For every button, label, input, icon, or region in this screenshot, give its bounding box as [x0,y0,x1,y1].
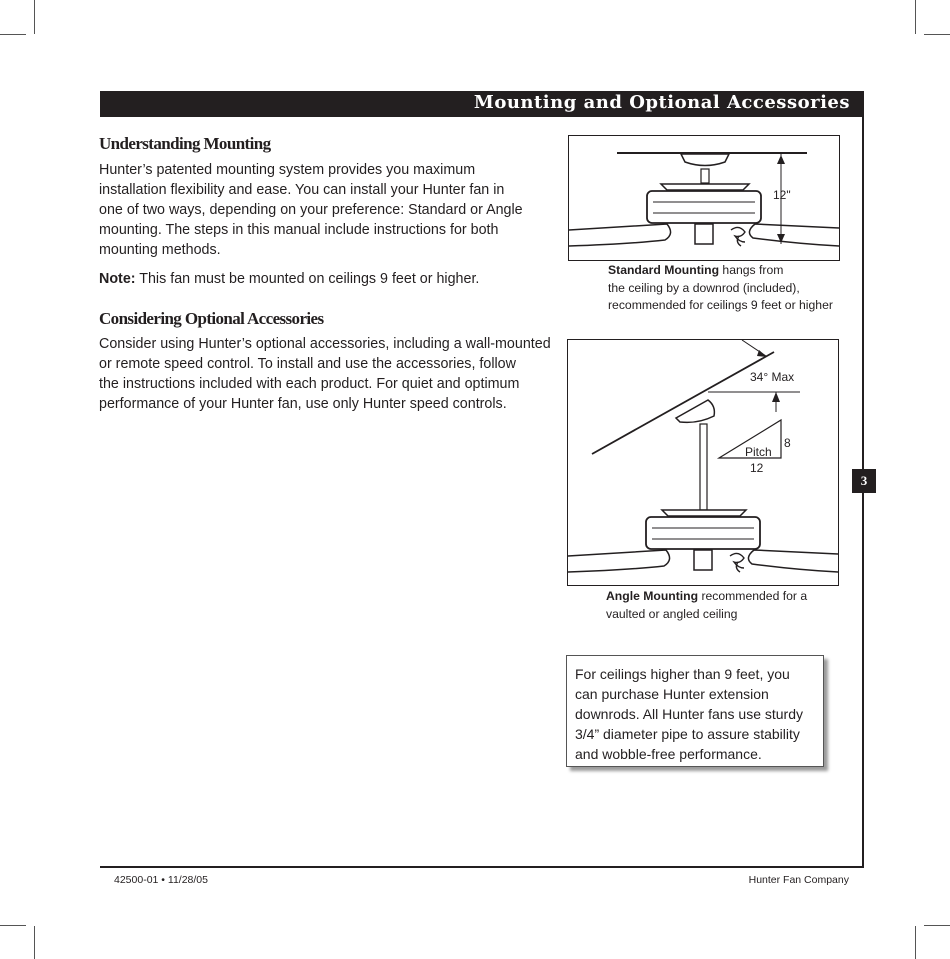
crop-mark [915,0,916,34]
footer-rule [100,866,864,868]
crop-mark [924,34,950,35]
caption-line-text: recommended for a [698,589,808,603]
text-line: performance of your Hunter fan, use only Hunter speed controls. [99,396,507,412]
callout-line: downrods. All Hunter fans use sturdy [575,706,804,722]
note-label: Note: [99,271,136,287]
extension-downrod-callout [566,655,824,767]
caption-line [608,262,848,280]
text-line: Consider using Hunter’s optional accessories, including a wall-mounted [99,336,551,352]
text-line: the instructions included with each product. For quiet and optimum [99,376,520,392]
caption-line: recommended for ceilings 9 feet or higher [608,298,833,312]
optional-accessories-heading: Considering Optional Accessories [99,309,324,328]
text-line: Hunter’s patented mounting system provides you maximum [99,162,476,178]
angle-mounting-illustration [568,340,838,585]
angle-mounting-figure [567,339,839,586]
angle-label: 34° Max [750,370,795,384]
text-line: or remote speed control. To install and use the accessories, follow [99,356,516,372]
optional-accessories-text [99,334,559,414]
note-text: This fan must be mounted on ceilings 9 feet or higher. [135,271,480,287]
footer-company: Hunter Fan Company [748,874,849,886]
callout-line: 3/4” diameter pipe to assure stability [575,726,800,742]
standard-mounting-caption [608,262,848,315]
callout-line: For ceilings higher than 9 feet, you [575,666,790,682]
caption-title: Angle Mounting [606,589,699,603]
rise-label: 8 [784,436,791,450]
crop-mark [0,34,26,35]
caption-line-text: hangs from [719,263,784,277]
standard-mounting-illustration [569,136,839,260]
callout-line: and wobble-free performance. [575,746,762,762]
text-line: one of two ways, depending on your preference: Standard or Angle [99,202,523,218]
text-line: installation flexibility and ease. You can install your Hunter fan in [99,182,505,198]
pitch-label: Pitch [745,445,772,459]
standard-mounting-figure [568,135,840,261]
page-number-tab: 3 [852,469,876,493]
text-line: mounting. The steps in this manual include instructions for both [99,222,499,238]
run-label: 12 [750,461,764,475]
dimension-label: 12" [773,188,791,202]
crop-mark [915,926,916,959]
page-title: Mounting and Optional Accessories [473,92,850,113]
crop-mark [924,925,950,926]
crop-mark [0,925,26,926]
understanding-mounting-text [99,160,559,260]
header-bar [100,91,864,117]
caption-line: the ceiling by a downrod (included), [608,280,800,295]
understanding-mounting-heading: Understanding Mounting [99,134,271,153]
ceiling-height-note [99,269,559,289]
text-line: mounting methods. [99,242,221,258]
callout-line: can purchase Hunter extension [575,686,769,702]
caption-title: Standard Mounting [608,263,720,277]
crop-mark [34,0,35,34]
crop-mark [34,926,35,959]
caption-line: vaulted or angled ceiling [606,606,738,621]
footer-document-code: 42500-01 • 11/28/05 [114,874,208,886]
angle-mounting-caption [606,588,846,623]
caption-line [606,588,846,606]
